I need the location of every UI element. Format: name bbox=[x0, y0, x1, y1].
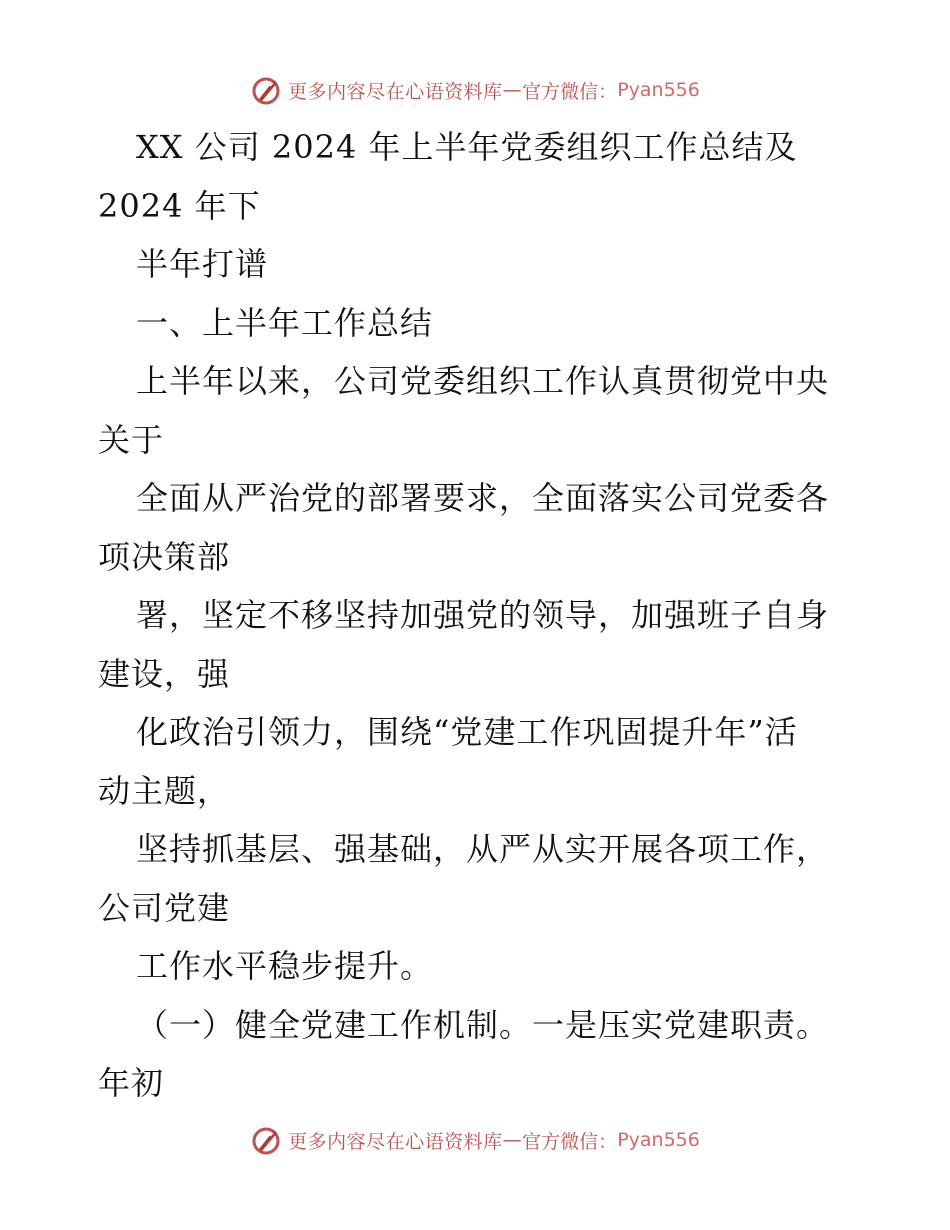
quill-pen-logo-icon bbox=[250, 1124, 282, 1156]
watermark-wechat-label: 官方微信： bbox=[522, 80, 618, 103]
watermark-dash: — bbox=[502, 1129, 523, 1151]
text-line: 全面从严治党的部署要求，全面落实公司党委各 bbox=[136, 479, 830, 517]
section-heading: 一、上半年工作总结 bbox=[136, 303, 434, 342]
watermark-wechat-id: Pyan556 bbox=[617, 1129, 700, 1151]
watermark-banner-bottom bbox=[0, 1120, 950, 1160]
text-line: 工作水平稳步提升。 bbox=[136, 947, 434, 985]
text-line: 公司党建 bbox=[98, 888, 231, 927]
text-line: 动主题， bbox=[98, 771, 231, 810]
text-line: 上半年以来，公司党委组织工作认真贯彻党中央 bbox=[136, 362, 830, 400]
watermark-dash: — bbox=[502, 79, 523, 101]
quill-pen-logo-icon bbox=[250, 74, 282, 106]
text-line: XX 公司 2024 年上半年党委组织工作总结及 bbox=[136, 128, 798, 166]
text-line: 半年打谱 bbox=[136, 245, 269, 283]
text-line: 坚持抓基层、强基础，从严从实开展各项工作， bbox=[136, 830, 830, 868]
document-body bbox=[98, 118, 858, 1113]
watermark-banner-top bbox=[0, 70, 950, 110]
text-line: 项决策部 bbox=[98, 537, 231, 576]
text-line: 署，坚定不移坚持加强党的领导，加强班子自身 bbox=[136, 596, 830, 634]
text-line: 年初 bbox=[98, 1064, 165, 1102]
watermark-wechat-id: Pyan556 bbox=[617, 79, 700, 101]
text-line: 2024 年下 bbox=[98, 186, 261, 225]
text-line: 化政治引领力，围绕“党建工作巩固提升年”活 bbox=[136, 713, 798, 751]
watermark-wechat-label: 官方微信： bbox=[522, 1130, 618, 1153]
watermark-text: 更多内容尽在心语资料库 bbox=[288, 1130, 503, 1153]
text-line: 关于 bbox=[98, 420, 165, 459]
watermark-text: 更多内容尽在心语资料库 bbox=[288, 80, 503, 103]
text-line: 建设，强 bbox=[98, 654, 231, 693]
text-line: （一）健全党建工作机制。一是压实党建职责。 bbox=[136, 1005, 830, 1044]
